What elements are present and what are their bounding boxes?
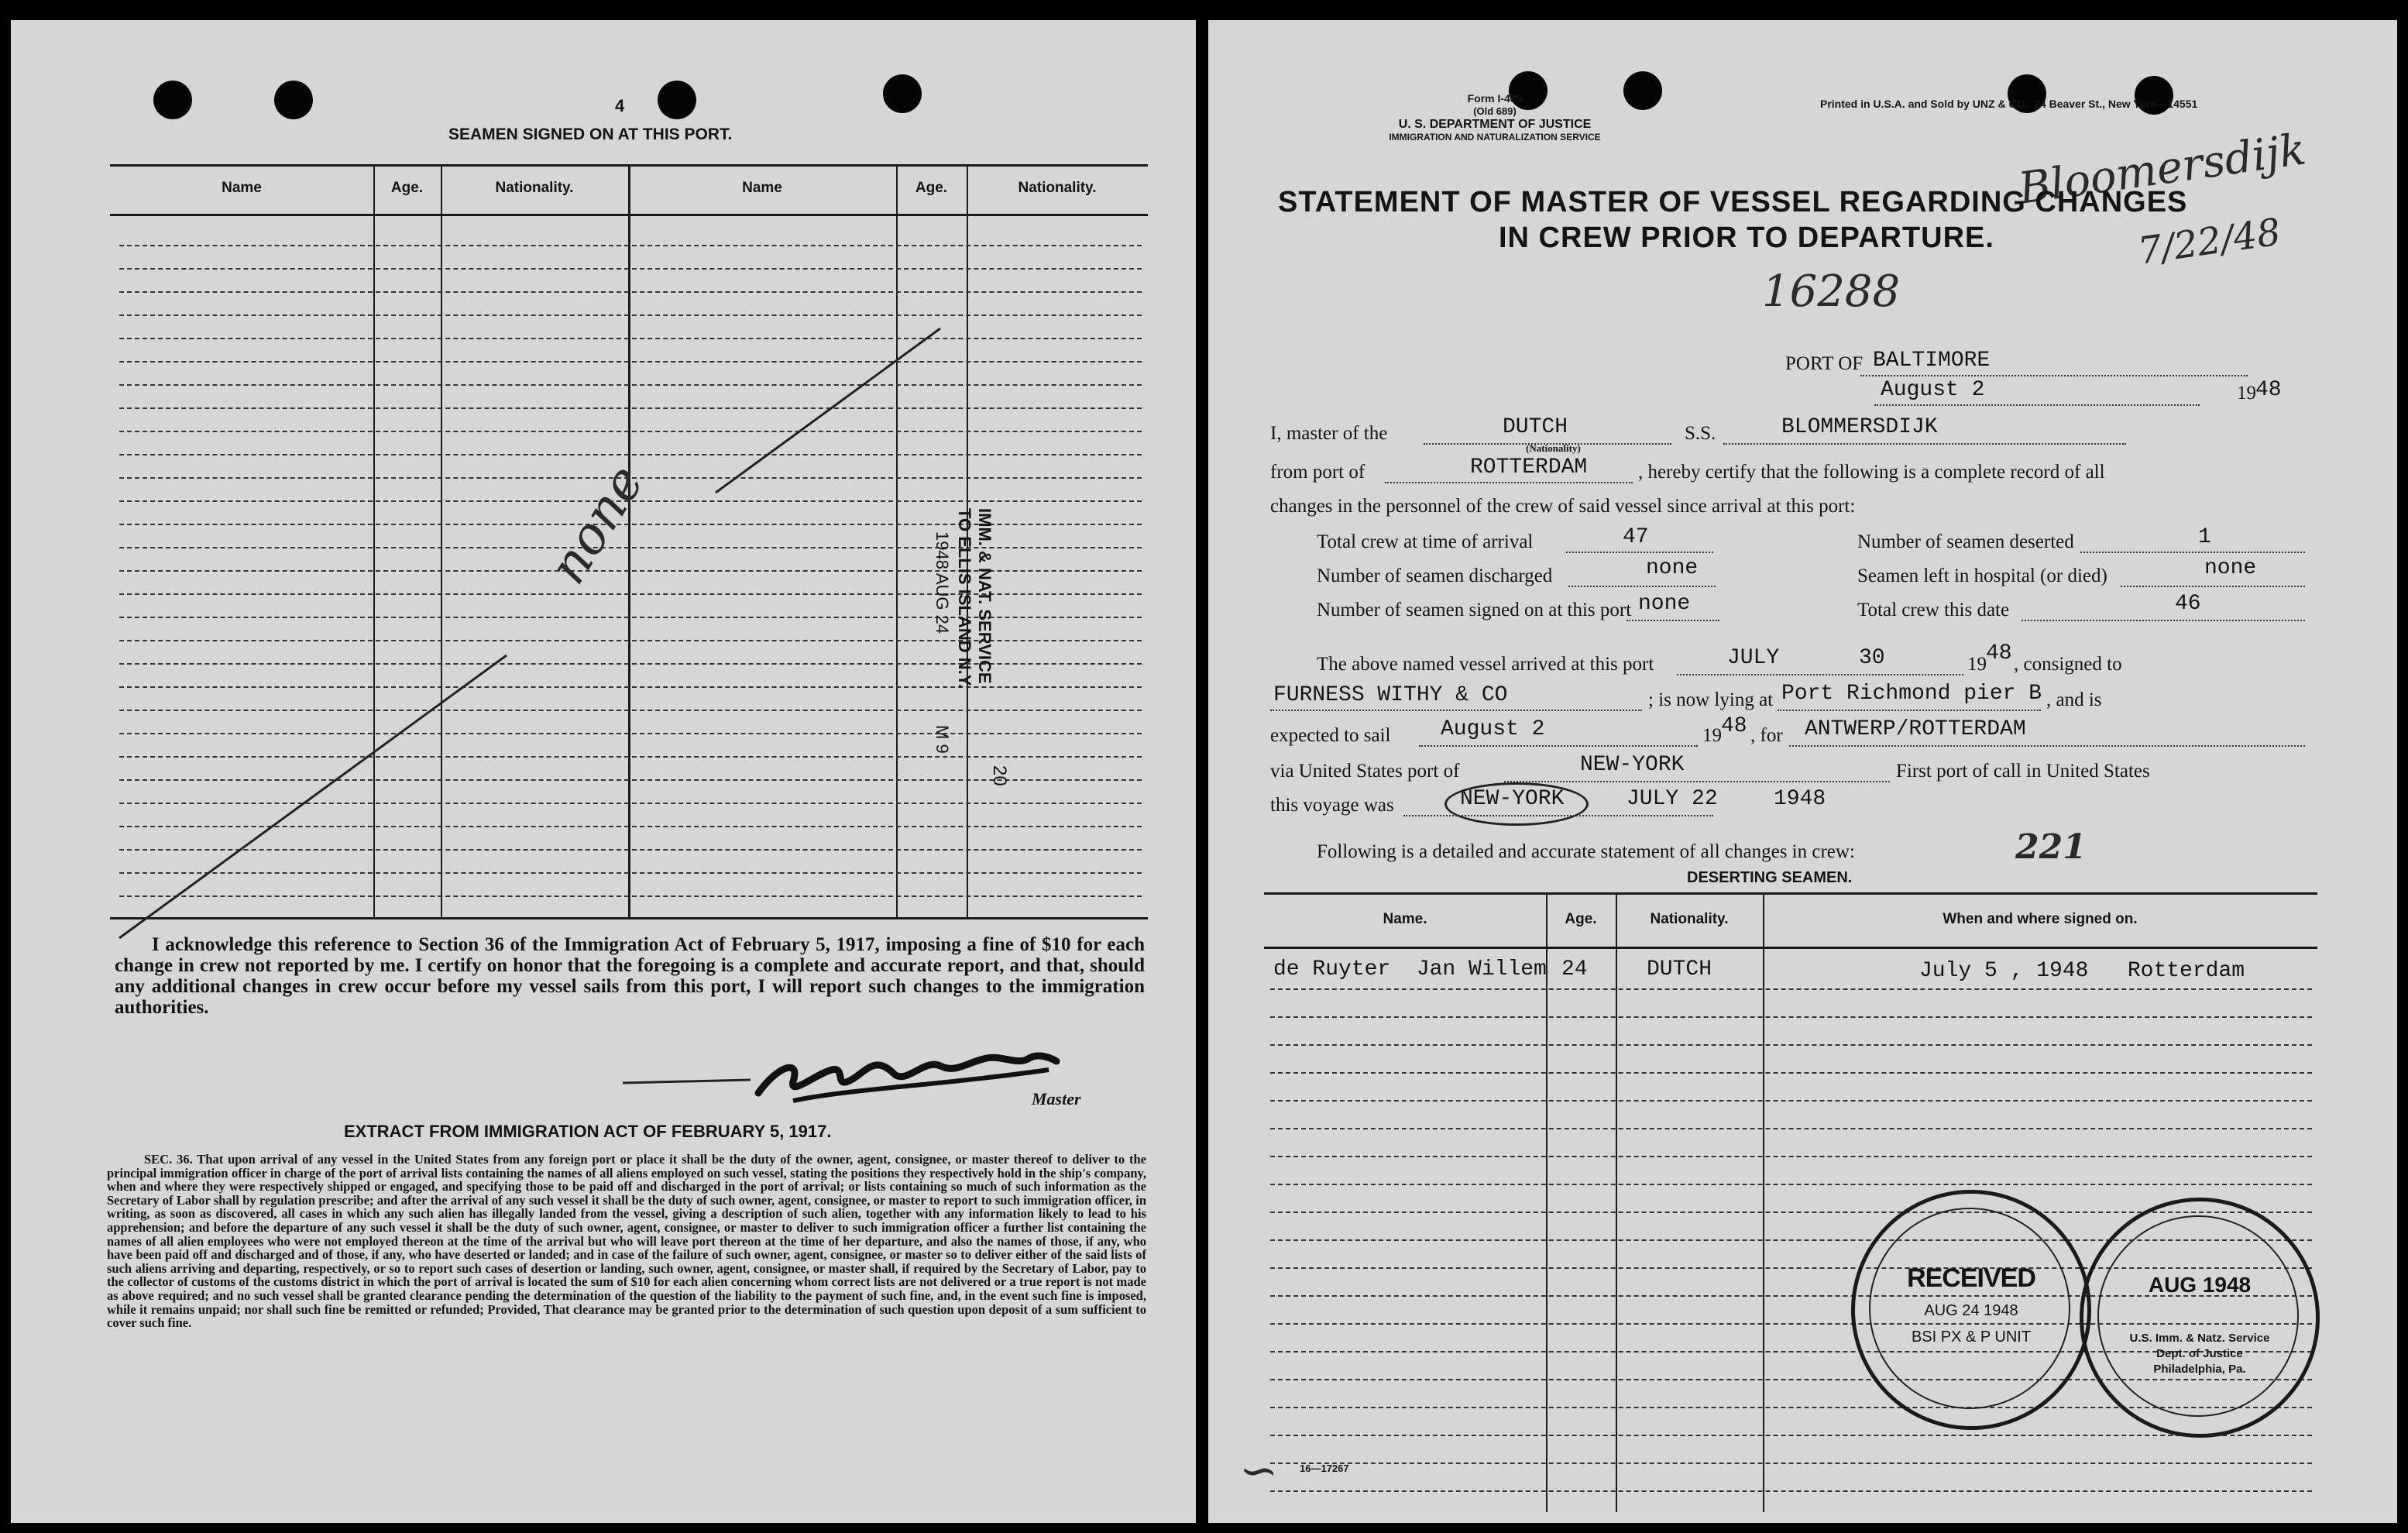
column-header-name: Name	[222, 180, 262, 196]
received-stamp-date: AUG 24 1948	[1924, 1302, 2018, 1319]
first-port-text: First port of call in United States	[1896, 761, 2150, 782]
side-stamp-line1: IMM. & NAT. SERVICE	[975, 508, 994, 684]
handwritten-date: 7/22/48	[2135, 210, 2284, 273]
nationality-label: (Nationality)	[1526, 442, 1581, 454]
port-value: BALTIMORE	[1873, 349, 1991, 373]
column-header-age: Age.	[1565, 911, 1597, 927]
lying-value: Port Richmond pier B	[1781, 682, 2042, 706]
received-stamp-title: RECEIVED	[1907, 1263, 2035, 1293]
total-arrival-value: 47	[1623, 525, 1649, 549]
field-underline	[1860, 375, 2248, 376]
department: U. S. DEPARTMENT OF JUSTICE	[1398, 118, 1592, 131]
ins-stamp-line3: Philadelphia, Pa.	[2153, 1363, 2246, 1376]
total-date-value: 46	[2175, 592, 2201, 616]
year-prefix: 19	[2237, 383, 2256, 404]
acknowledgement-text: I acknowledge this reference to Section 36 of the Immigration Act of February 5, 1917, imposing a fine of $10 for each change in crew not reported by me. I certify on honor that the foregoing is a complete and accurate report, and that, should any additional changes in crew occur before my vessel sails from this port, I will report such changes to the immigration authorities.	[115, 934, 1145, 1018]
ins-stamp-line1: U.S. Imm. & Natz. Service	[2129, 1332, 2270, 1345]
field-underline	[1627, 620, 1719, 621]
field-underline	[1270, 710, 1642, 711]
total-arrival-label: Total crew at time of arrival	[1317, 531, 1534, 552]
extract-title: EXTRACT FROM IMMIGRATION ACT OF FEBRUARY 5, 1917.	[344, 1122, 832, 1141]
field-underline	[1789, 745, 2305, 747]
received-stamp-unit: BSI PX & P UNIT	[1911, 1328, 2032, 1346]
printer-imprint: Printed in U.S.A. and Sold by UNZ & CO., 24 Beaver St., New York—14551	[1820, 98, 2198, 110]
deserter-nationality: DUTCH	[1647, 957, 1712, 981]
form-old-number: (Old 689)	[1473, 105, 1517, 117]
signature-label: Master	[1032, 1089, 1081, 1109]
voyage-year: 1948	[1774, 787, 1826, 811]
left-page	[11, 20, 1196, 1523]
master-signature	[615, 1035, 1173, 1128]
column-header-nationality: Nationality.	[1018, 180, 1097, 196]
table-row-rule	[1270, 1044, 2312, 1046]
table-top-rule	[1264, 892, 2317, 895]
via-value: NEW-YORK	[1580, 753, 1685, 777]
table-row-rule	[1270, 1016, 2312, 1018]
arrived-day: 30	[1859, 646, 1885, 670]
side-stamp-line2: TO ELLIS ISLAND N.Y.	[955, 508, 974, 689]
handwritten-mark: ∽	[1239, 1444, 1279, 1498]
deserted-value: 1	[2198, 525, 2211, 549]
extract-text: SEC. 36. That upon arrival of any vessel in the United States from any foreign port or place it shall be the duty of the owner, agent, consignee, or master thereof to deliver to the principal immigration officer in charge of the port of arrival lists containing the names of all aliens employed on such vessel, stating the positions they respectively hold in the ship's company, when and where they were respectively shipped or engaged, and specifying those to be paid off and discharged in the port of arrival; or lists containing so much of such information as the Secretary of Labor shall by regulation prescribe; and after the arrival of any such vessel it shall be the duty of such owner, agent, consignee, or master to report to such immigration officer, in writing, as soon as discovered, all cases in which any such alien has illegally landed from the vessel, giving a description of such alien, together with any information likely to lead to his apprehension; and before the departure of any such vessel it shall be the duty of such owner, agent, consignee, or master to deliver to such immigration officer a further list containing the names of all alien employees who were not employed thereon at the time of the arrival but who will leave port thereon at the time of her departure, and also the names of those, if any, who have been paid off and discharged and of those, if any, who have deserted or landed; and in case of the failure of such owner, agent, consignee, or master so to deliver either of the said lists of such aliens arriving and departing, respectively, or so to report such cases of desertion or landing, such owner, agent, consignee, or master shall, if required by the Secretary of Labor, pay to the collector of customs of the customs district in which the port of arrival is located the sum of $10 for each alien concerning whom correct lists are not delivered or a true report is not made as above required; and no such vessel shall be granted clearance pending the determination of the question of the liability to the payment of such fine, and, in the event such fine is imposed, while it remains unpaid; nor shall such fine be remitted or refunded; Provided, That clearance may be granted prior to the determination of such question upon deposit of a sum sufficient to cover such fine.	[107, 1152, 1146, 1331]
arrived-year: 48	[1986, 641, 2012, 665]
right-page	[1208, 20, 2397, 1523]
from-port-label: from port of	[1270, 462, 1365, 483]
ins-stamp-date: AUG 1948	[2148, 1273, 2252, 1297]
table-row-rule	[1270, 1072, 2312, 1074]
vessel-value: BLOMMERSDIJK	[1781, 415, 1938, 439]
side-stamp-date: 1948 AUG 24	[933, 531, 952, 634]
field-underline	[1874, 404, 2200, 406]
arrived-month: JULY	[1727, 646, 1780, 670]
column-header-name: Name	[742, 180, 782, 196]
signed-on-label: Number of seamen signed on at this port	[1317, 600, 1632, 620]
column-header-nationality: Nationality.	[495, 180, 574, 196]
table-row-rule	[1270, 988, 2312, 990]
for-text: , for	[1750, 725, 1783, 746]
deserting-table-title: DESERTING SEAMEN.	[1687, 869, 1853, 886]
form-title-line1: STATEMENT OF MASTER OF VESSEL REGARDING CHANGES	[1278, 186, 2188, 218]
field-underline	[1504, 781, 1890, 782]
hospital-value: none	[2204, 556, 2257, 580]
deserted-label: Number of seamen deserted	[1857, 531, 2074, 552]
nationality-value: DUTCH	[1503, 415, 1568, 439]
consignee-value: FURNESS WITHY & CO	[1273, 683, 1508, 707]
deserter-name: de Ruyter Jan Willem	[1273, 957, 1547, 981]
left-page-title: SEAMEN SIGNED ON AT THIS PORT.	[448, 125, 733, 143]
destination-value: ANTWERP/ROTTERDAM	[1805, 717, 2026, 741]
field-underline	[1778, 710, 2041, 711]
discharged-label: Number of seamen discharged	[1317, 565, 1553, 586]
table-row-rule	[1270, 1156, 2312, 1157]
voyage-text: this voyage was	[1270, 795, 1394, 816]
signed-on-value: none	[1638, 592, 1691, 616]
field-underline	[1385, 482, 1633, 483]
table-row-rule	[1270, 1184, 2312, 1185]
service-name: IMMIGRATION AND NATURALIZATION SERVICE	[1389, 132, 1601, 143]
field-underline	[2022, 620, 2305, 621]
master-prefix: I, master of the	[1270, 423, 1388, 444]
deserter-age: 24	[1561, 957, 1588, 981]
column-header-signed-on: When and where signed on.	[1943, 911, 2138, 927]
hospital-label: Seamen left in hospital (or died)	[1857, 565, 2107, 586]
table-row-rule	[1270, 1100, 2312, 1102]
lying-text: ; is now lying at	[1648, 689, 1774, 710]
port-label: PORT OF	[1785, 353, 1864, 374]
column-divider	[1763, 892, 1764, 1512]
field-underline	[1723, 443, 2126, 445]
ss-label: S.S.	[1685, 423, 1716, 444]
column-divider	[1616, 892, 1617, 1512]
column-header-nationality: Nationality.	[1650, 911, 1729, 927]
punch-hole	[1623, 71, 1662, 110]
table-row-rule	[1270, 1490, 2312, 1492]
field-underline	[1419, 745, 1698, 747]
voyage-date: JULY 22	[1627, 787, 1718, 811]
field-underline	[2121, 586, 2305, 587]
table-row-rule	[1270, 1435, 2312, 1436]
certify-text: , hereby certify that the following is a complete record of all	[1638, 462, 2105, 483]
sail-year-prefix: 19	[1702, 725, 1722, 746]
voyage-value: NEW-YORK	[1460, 787, 1565, 811]
field-underline	[1566, 552, 1713, 553]
sail-year: 48	[1721, 714, 1747, 738]
changes-text: changes in the personnel of the crew of said vessel since arrival at this port:	[1270, 496, 1856, 517]
year-value: 48	[2255, 378, 2282, 402]
ins-stamp-line2: Dept. of Justice	[2156, 1347, 2243, 1360]
field-underline	[1568, 586, 1716, 587]
field-underline	[2080, 552, 2305, 553]
and-is-text: , and is	[2046, 689, 2102, 710]
table-header-rule	[1264, 947, 2317, 949]
total-date-label: Total crew this date	[1857, 600, 2010, 620]
expected-text: expected to sail	[1270, 725, 1391, 746]
form-number: Form I-489	[1467, 92, 1523, 105]
page-number: 4	[615, 96, 625, 115]
deserter-signed-on: July 5 , 1948 Rotterdam	[1919, 959, 2245, 983]
handwritten-vessel-name: Bloomersdijk	[2015, 124, 2310, 215]
column-header-name: Name.	[1383, 911, 1427, 927]
handwritten-code: 221	[2015, 827, 2087, 867]
side-stamp-time: M 9	[933, 725, 952, 754]
from-port-value: ROTTERDAM	[1470, 455, 1588, 479]
column-header-age: Age.	[915, 180, 948, 196]
field-underline	[1677, 674, 1963, 675]
via-text: via United States port of	[1270, 761, 1460, 782]
handwritten-file-number: 16288	[1762, 266, 1901, 317]
consigned-text: , consigned to	[2014, 654, 2122, 675]
column-header-age: Age.	[390, 180, 424, 196]
form-title-line2: IN CREW PRIOR TO DEPARTURE.	[1499, 222, 1994, 254]
field-underline	[1403, 815, 1713, 816]
arrived-year-prefix: 19	[1967, 654, 1987, 675]
discharged-value: none	[1646, 556, 1699, 580]
table-row-rule	[1270, 1128, 2312, 1129]
ins-stamp	[2080, 1198, 2320, 1438]
date-value: August 2	[1881, 378, 1985, 402]
following-text: Following is a detailed and accurate statement of all changes in crew:	[1317, 841, 1855, 862]
sail-date: August 2	[1441, 717, 1545, 741]
side-stamp-number: 20	[989, 765, 1010, 786]
handwritten-none: none	[538, 455, 656, 594]
footer-code: 16—17267	[1300, 1463, 1349, 1474]
table-row-rule	[1270, 1463, 2312, 1464]
received-stamp	[1851, 1190, 2091, 1430]
column-divider	[1546, 892, 1548, 1512]
arrived-text: The above named vessel arrived at this port	[1317, 654, 1654, 675]
